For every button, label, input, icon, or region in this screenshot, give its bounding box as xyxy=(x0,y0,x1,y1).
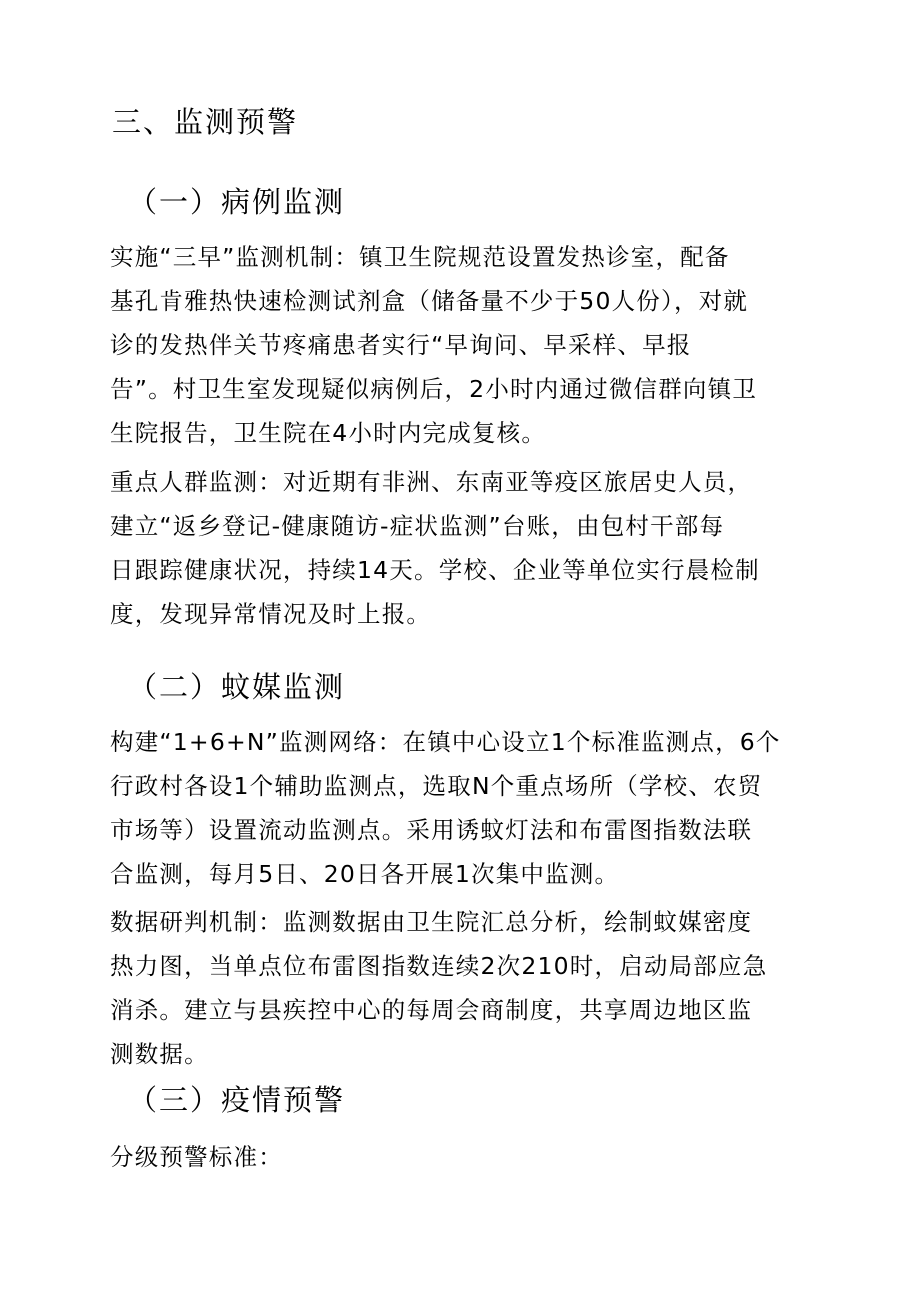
text-line: 重点人群监测：对近期有非洲、东南亚等疫区旅居史人员， xyxy=(110,468,753,496)
text-line: 度，发现异常情况及时上报。 xyxy=(110,600,432,628)
text-line: 测数据。 xyxy=(110,1040,209,1068)
text-line: 分级预警标准： xyxy=(110,1143,283,1171)
text-line: 生院报告，卫生院在4小时内完成复核。 xyxy=(110,419,547,447)
paragraph-warning-standards xyxy=(110,1135,798,1179)
text-line: 合监测，每月5日、20日各开展1次集中监测。 xyxy=(110,860,620,888)
subsection-title-epidemic-warning: （三）疫情预警 xyxy=(128,1083,346,1117)
section-title: 三、监测预警 xyxy=(112,105,299,139)
paragraph-key-population-monitoring xyxy=(110,460,798,636)
text-line: 建立“返乡登记-健康随访-症状监测”台账，由包村干部每 xyxy=(110,512,725,540)
text-line: 行政村各设1个辅助监测点，选取N个重点场所（学校、农贸 xyxy=(110,772,763,800)
paragraph-three-early-mechanism xyxy=(110,235,798,455)
text-line: 诊的发热伴关节疼痛患者实行“早询问、早采样、早报 xyxy=(110,331,692,359)
text-line: 构建“1+6+N”监测网络：在镇中心设立1个标准监测点，6个 xyxy=(110,728,781,756)
subsection-title-case-monitoring: （一）病例监测 xyxy=(128,185,346,219)
text-line: 告”。村卫生室发现疑似病例后，2小时内通过微信群向镇卫 xyxy=(110,375,758,403)
text-line: 市场等）设置流动监测点。采用诱蚊灯法和布雷图指数法联 xyxy=(110,816,753,844)
text-line: 实施“三早”监测机制：镇卫生院规范设置发热诊室，配备 xyxy=(110,243,730,271)
text-line: 数据研判机制：监测数据由卫生院汇总分析，绘制蚊媒密度 xyxy=(110,908,753,936)
subsection-title-vector-monitoring: （二）蚊媒监测 xyxy=(128,670,346,704)
paragraph-monitoring-network xyxy=(110,720,798,896)
text-line: 日跟踪健康状况，持续14天。学校、企业等单位实行晨检制 xyxy=(110,556,760,584)
paragraph-data-analysis-mechanism xyxy=(110,900,798,1076)
text-line: 消杀。建立与县疾控中心的每周会商制度，共享周边地区监 xyxy=(110,996,753,1024)
text-line: 热力图，当单点位布雷图指数连续2次210时，启动局部应急 xyxy=(110,952,768,980)
text-line: 基孔肯雅热快速检测试剂盒（储备量不少于50人份），对就 xyxy=(110,287,749,315)
